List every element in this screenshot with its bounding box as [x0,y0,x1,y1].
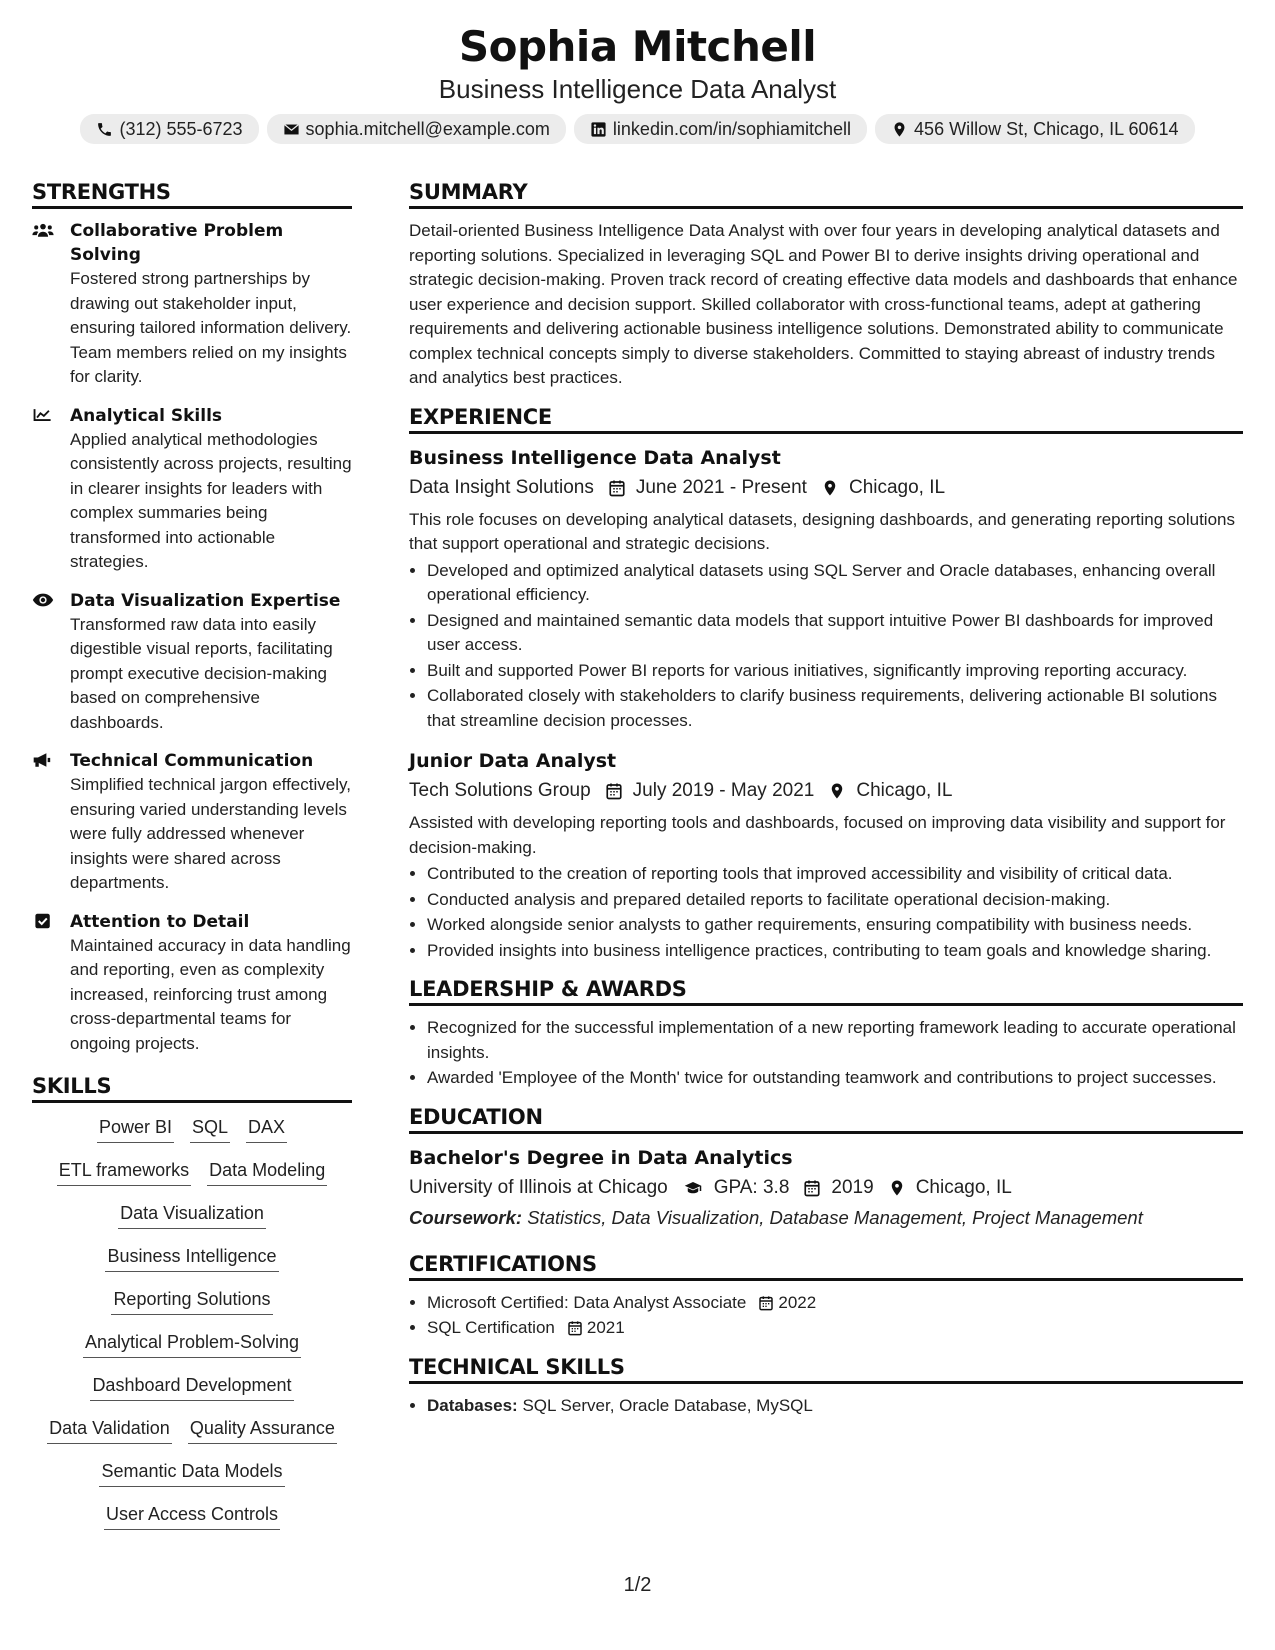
degree-title: Bachelor's Degree in Data Analytics [409,1146,793,1169]
job-dates: June 2021 - Present [635,476,807,498]
leadership-heading: LEADERSHIP & AWARDS [409,977,1243,1006]
contact-address[interactable] [875,114,1194,144]
right-column [409,180,1243,1428]
certifications-heading: CERTIFICATIONS [409,1252,1243,1281]
linkedin-icon [590,121,607,138]
strength-item [32,404,352,575]
job-bullet: • Built and supported Power BI reports for various initiatives, significantly improving reporting accuracy. [427,659,1243,684]
eye-icon [32,591,54,609]
skill-tag: Quality Assurance [188,1416,337,1444]
graduation-cap-icon [682,1179,704,1197]
job-meta [409,472,1243,504]
job-bullet: • Contributed to the creation of reporting tools that improved accessibility and visibility of critical data. [427,862,1243,887]
job-bullet: • Conducted analysis and prepared detailed reports to facilitate operational decision-making. [427,888,1243,913]
certification-year: 2021 [586,1318,625,1337]
skills-list [32,1113,352,1530]
strength-desc: Applied analytical methodologies consistently across projects, resulting in clearer insights for leaders with complex summaries being transformed into actionable strategies. [70,429,352,571]
skill-tag: Data Modeling [207,1158,327,1186]
technical-skills-heading: TECHNICAL SKILLS [409,1355,1243,1384]
job-company: Tech Solutions Group [409,780,591,801]
strengths-heading: STRENGTHS [32,180,352,209]
education-entry [409,1144,1243,1232]
certification-name: • Microsoft Certified: Data Analyst Associate [427,1292,747,1312]
contact-linkedin-text: linkedin.com/in/sophiamitchell [612,118,852,139]
skill-tag: Analytical Problem-Solving [83,1330,301,1358]
job-location: Chicago, IL [848,476,946,498]
skills-heading: SKILLS [32,1074,352,1103]
strength-item [32,589,352,736]
job-bullets [409,862,1243,963]
coursework-list: Statistics, Data Visualization, Database Management, Project Management [527,1206,1143,1228]
skill-tag: Data Validation [47,1416,172,1444]
checkbox-icon [32,912,54,930]
contact-phone-text: (312) 555-6723 [119,118,243,139]
left-column [32,180,352,1545]
job-entry [409,747,1243,963]
strength-desc: Maintained accuracy in data handling and reporting, even as complexity increased, reinforcing trust among cross-departmental teams for ongoing projects. [70,935,351,1053]
skill-tag: User Access Controls [104,1502,280,1530]
map-pin-icon [821,479,839,497]
phone-icon [96,121,113,138]
job-bullet: • Designed and maintained semantic data models that support intuitive Power BI dashboards for improved user access. [427,609,1243,658]
job-description: This role focuses on developing analytical datasets, designing dashboards, and generating reporting solutions that support operational and strategic decisions. [409,509,1235,553]
contact-bar [0,114,1275,144]
calendar-icon [567,1320,583,1336]
skill-tag: Power BI [97,1115,174,1143]
skill-tag: SQL [190,1115,230,1143]
job-title: Business Intelligence Data Analyst [409,446,781,469]
coursework-label: Coursework: [409,1206,523,1228]
calendar-icon [608,479,626,497]
certification-item [427,1316,1243,1341]
strength-desc: Fostered strong partnerships by drawing out stakeholder input, ensuring tailored information delivery. Team members relied on my insights for clarity. [70,269,352,386]
strength-title: Technical Communication [70,751,314,771]
job-bullet: • Provided insights into business intelligence practices, contributing to team goals and knowledge sharing. [427,939,1243,964]
strength-title: Analytical Skills [70,405,223,426]
chart-line-icon [32,406,54,424]
certification-year: 2022 [778,1292,817,1312]
summary-text: Detail-oriented Business Intelligence Data Analyst with over four years in developing analytical datasets and reporting solutions. Specialized in leveraging SQL and Power BI to derive insights driving operational and strategic decision-making. Proven track record of creating effective data models and dashboards that enhance user experience and decision support. Skilled collaborator with cross-functional teams, adept at gathering requirements and delivering actionable business intelligence solutions. Demonstrated ability to communicate complex technical concepts simply to diverse stakeholders. Committed to staying abreast of industry trends and analytics best practices. [409,221,1238,387]
page-number: 1/2 [623,1574,652,1596]
strength-item [32,910,352,1057]
contact-phone[interactable] [80,114,258,144]
technical-skill-item [427,1394,1243,1419]
contact-email-text: sophia.mitchell@example.com [305,118,550,139]
technical-skill-value: SQL Server, Oracle Database, MySQL [522,1395,813,1415]
skill-tag: Dashboard Development [90,1373,293,1401]
skill-tag: Data Visualization [118,1201,266,1229]
users-icon [32,221,54,239]
map-pin-icon [888,1179,906,1197]
leadership-bullets [409,1016,1243,1091]
job-dates: July 2019 - May 2021 [632,780,815,801]
job-bullet: • Collaborated closely with stakeholders to clarify business requirements, delivering actionable BI solutions that streamline decision processes. [427,684,1243,733]
strength-title: Collaborative Problem Solving [70,221,284,265]
calendar-icon [758,1295,774,1311]
technical-skill-label: Databases: [427,1395,518,1415]
job-bullets [409,559,1243,734]
graduation-year: 2019 [831,1176,874,1198]
contact-email[interactable] [267,114,566,144]
job-meta [409,775,1243,807]
skill-tag: ETL frameworks [57,1158,191,1186]
calendar-icon [605,782,623,800]
education-meta [409,1172,1243,1204]
job-title: Junior Data Analyst [409,750,617,772]
strength-desc: Simplified technical jargon effectively, ensuring varied understanding levels were fully addressed whenever insights were shared across departments. [70,775,351,892]
job-company: Data Insight Solutions [409,476,594,498]
skill-tag: Semantic Data Models [99,1459,284,1487]
strength-title: Data Visualization Expertise [70,590,341,611]
map-pin-icon [828,782,846,800]
candidate-title: Business Intelligence Data Analyst [438,74,837,104]
experience-heading: EXPERIENCE [409,405,1243,434]
strength-title: Attention to Detail [70,911,250,932]
school-name: University of Illinois at Chicago [409,1176,668,1198]
envelope-icon [283,121,300,138]
certification-name: • SQL Certification [427,1318,555,1337]
strength-item [32,749,352,896]
summary-heading: SUMMARY [409,180,1243,209]
job-bullet: • Worked alongside senior analysts to gather requirements, ensuring compatibility with business needs. [427,913,1243,938]
candidate-name: Sophia Mitchell [458,22,817,71]
contact-address-text: 456 Willow St, Chicago, IL 60614 [914,118,1179,139]
job-bullet: • Developed and optimized analytical datasets using SQL Server and Oracle databases, enhancing overall operational efficiency. [427,559,1243,608]
job-location: Chicago, IL [856,780,953,801]
job-entry [409,444,1243,734]
strength-desc: Transformed raw data into easily digestible visual reports, facilitating prompt executive decision-making based on comprehensive dashboards. [70,614,333,732]
certification-item [427,1291,1243,1316]
leadership-bullet: • Awarded 'Employee of the Month' twice for outstanding teamwork and contributions to project successes. [427,1066,1243,1091]
calendar-icon [803,1179,821,1197]
contact-linkedin[interactable] [574,114,867,144]
gpa: GPA: 3.8 [713,1176,790,1198]
megaphone-icon [32,751,54,769]
job-description: Assisted with developing reporting tools and dashboards, focused on improving data visibility and support for decision-making. [409,813,1226,857]
education-heading: EDUCATION [409,1105,1243,1134]
school-location: Chicago, IL [915,1176,1012,1198]
coursework [409,1204,1243,1232]
map-pin-icon [891,121,908,138]
skill-tag: Business Intelligence [105,1244,278,1272]
certifications-list [409,1291,1243,1341]
leadership-bullet: • Recognized for the successful implementation of a new reporting framework leading to accurate operational insights. [427,1016,1243,1065]
skill-tag: Reporting Solutions [111,1287,272,1315]
strength-item [32,219,352,390]
skill-tag: DAX [246,1115,287,1143]
technical-skills-list [409,1394,1243,1419]
